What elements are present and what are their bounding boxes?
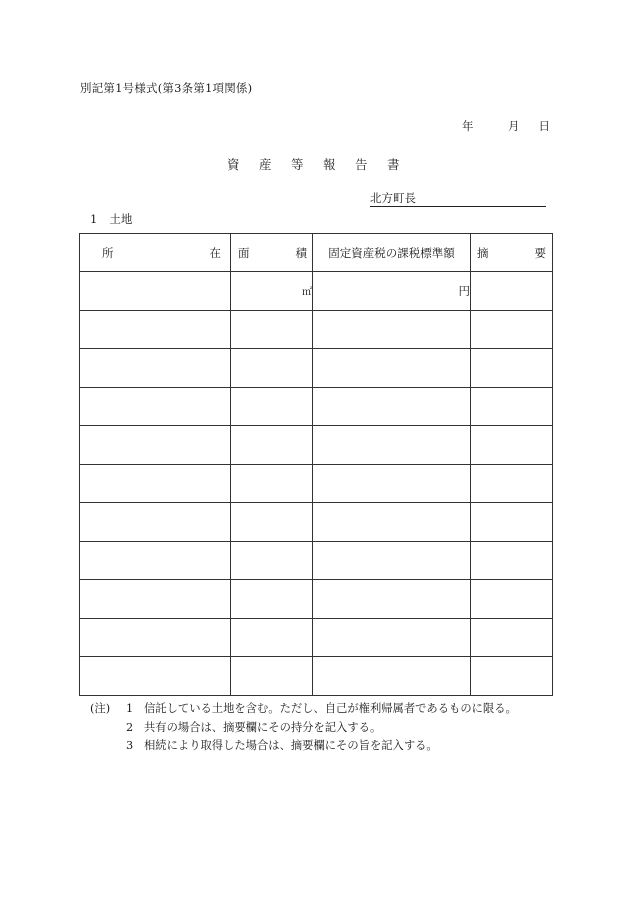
area-cell[interactable] <box>231 541 313 580</box>
location-cell[interactable] <box>80 503 231 542</box>
header-area-left: 面 <box>238 245 250 260</box>
header-location-left: 所 <box>102 245 114 260</box>
addressee-text: 北方町長 <box>370 191 416 205</box>
title-char: 報 <box>323 157 336 172</box>
table-body <box>80 272 553 696</box>
date-month: 月 <box>508 119 520 133</box>
note-number: 3 <box>126 739 134 752</box>
remarks-cell[interactable] <box>471 618 553 657</box>
tax-value-cell[interactable] <box>313 580 471 619</box>
note-text: 共有の場合は、摘要欄にその持分を記入する。 <box>144 720 382 734</box>
location-cell[interactable] <box>80 657 231 696</box>
location-cell[interactable] <box>80 349 231 388</box>
tax-value-cell[interactable] <box>313 426 471 465</box>
title-char: 産 <box>259 157 272 172</box>
remarks-cell[interactable] <box>471 464 553 503</box>
table-row <box>80 310 553 349</box>
remarks-cell[interactable] <box>471 349 553 388</box>
form-identifier: 別記第1号様式(第3条第1項関係) <box>80 81 253 95</box>
location-cell[interactable] <box>80 541 231 580</box>
title-char: 等 <box>291 157 304 172</box>
date-day: 日 <box>538 119 550 133</box>
document-title <box>227 155 401 173</box>
location-cell[interactable] <box>80 464 231 503</box>
location-cell[interactable] <box>80 426 231 465</box>
location-cell[interactable] <box>80 618 231 657</box>
header-location-right: 在 <box>209 245 221 260</box>
note-item <box>90 737 517 756</box>
header-tax-value <box>313 234 471 272</box>
tax-value-cell[interactable] <box>313 349 471 388</box>
header-tax-value-text: 固定資産税の課税標準額 <box>328 245 455 260</box>
section-number: 1 <box>90 212 98 226</box>
title-char: 告 <box>355 157 368 172</box>
location-cell[interactable] <box>80 272 231 311</box>
table-row <box>80 657 553 696</box>
area-cell[interactable] <box>231 349 313 388</box>
land-asset-table <box>79 233 553 696</box>
tax-value-cell[interactable] <box>313 464 471 503</box>
area-cell[interactable] <box>231 387 313 426</box>
note-text: 相続により取得した場合は、摘要欄にその旨を記入する。 <box>144 739 438 752</box>
note-item <box>90 719 517 738</box>
header-remarks-right: 要 <box>534 245 546 260</box>
area-cell[interactable] <box>231 272 313 311</box>
date-year: 年 <box>462 119 474 133</box>
table-row <box>80 464 553 503</box>
area-cell[interactable] <box>231 503 313 542</box>
remarks-cell[interactable] <box>471 657 553 696</box>
location-cell[interactable] <box>80 387 231 426</box>
table-row <box>80 580 553 619</box>
area-cell[interactable] <box>231 464 313 503</box>
section-label: 土地 <box>109 212 133 226</box>
location-cell[interactable] <box>80 310 231 349</box>
tax-value-cell[interactable] <box>313 503 471 542</box>
tax-value-cell[interactable] <box>313 657 471 696</box>
area-cell[interactable] <box>231 657 313 696</box>
header-remarks <box>471 234 553 272</box>
header-location <box>80 234 231 272</box>
area-unit: ㎡ <box>302 287 312 299</box>
table-row <box>80 387 553 426</box>
area-cell[interactable] <box>231 580 313 619</box>
remarks-cell[interactable] <box>471 387 553 426</box>
note-number: 1 <box>126 702 134 715</box>
title-char: 書 <box>387 157 400 172</box>
title-char: 資 <box>227 157 240 172</box>
addressee-line <box>370 191 546 207</box>
table-row <box>80 426 553 465</box>
tax-value-cell[interactable] <box>313 541 471 580</box>
date-line <box>462 118 550 134</box>
table-row <box>80 272 553 311</box>
remarks-cell[interactable] <box>471 541 553 580</box>
notes-block <box>90 700 517 756</box>
header-remarks-left: 摘 <box>477 245 489 260</box>
remarks-cell[interactable] <box>471 503 553 542</box>
area-cell[interactable] <box>231 310 313 349</box>
table-row <box>80 541 553 580</box>
location-cell[interactable] <box>80 580 231 619</box>
header-area-right: 積 <box>295 245 307 260</box>
table-row <box>80 503 553 542</box>
table-row <box>80 349 553 388</box>
tax-value-cell[interactable] <box>313 618 471 657</box>
remarks-cell[interactable] <box>471 272 553 311</box>
remarks-cell[interactable] <box>471 580 553 619</box>
note-number: 2 <box>126 720 134 734</box>
area-cell[interactable] <box>231 618 313 657</box>
section-heading <box>90 211 132 227</box>
note-item <box>90 700 517 719</box>
tax-value-cell[interactable] <box>313 310 471 349</box>
note-prefix: (注) <box>90 702 111 715</box>
tax-value-cell[interactable] <box>313 272 471 311</box>
yen-unit: 円 <box>458 283 470 298</box>
table-header-row <box>80 234 553 272</box>
tax-value-cell[interactable] <box>313 387 471 426</box>
remarks-cell[interactable] <box>471 310 553 349</box>
table-row <box>80 618 553 657</box>
header-area <box>231 234 313 272</box>
area-cell[interactable] <box>231 426 313 465</box>
note-text: 信託している土地を含む。ただし、自己が権利帰属者であるものに限る。 <box>144 702 517 715</box>
remarks-cell[interactable] <box>471 426 553 465</box>
